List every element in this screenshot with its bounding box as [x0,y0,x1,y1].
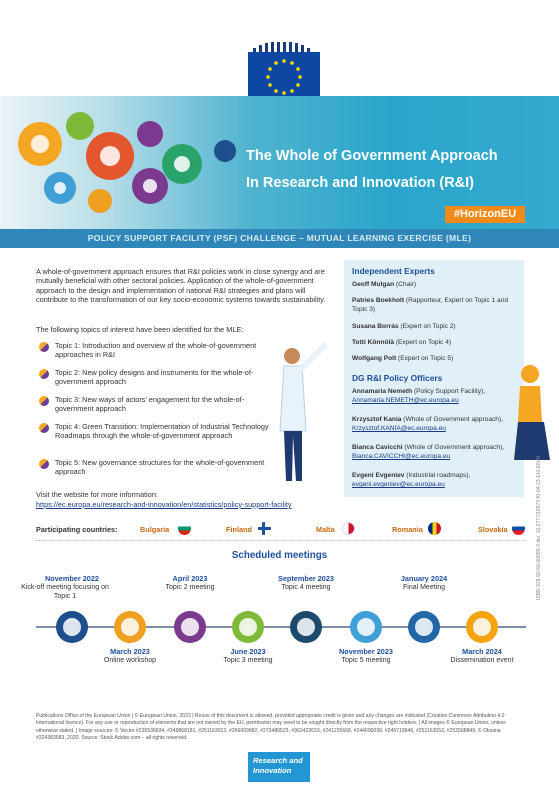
expert-item [352,354,522,363]
website-link[interactable]: https://ec.europa.eu/research-and-innovation/en/statistics/policy-support-facility [36,500,292,509]
meeting-description: Topic 4 meeting [281,584,331,591]
man-pointing-illustration [270,336,334,486]
subtitle-band: POLICY SUPPORT FACILITY (PSF) CHALLENGE – MUTUAL LEARNING EXERCISE (MLE) [0,229,559,248]
isbn-code: ISBN 978-92-68-00885-3 doi: 10.2777/18973 KI-04-23-110-EN-N [536,455,542,600]
intro-paragraph: A whole-of-government approach ensures that R&I policies work in close synergy and are mutually beneficial with other sectoral policies. Application of the whole-of-government approach to the design and implementation of national R&I strategies and plans will contribute to the transformation of our key socio-economic systems towards sustainability. [36,267,326,305]
page-title-line2: In Research and Innovation (R&I) [246,175,474,191]
meeting-icon-inner [473,618,491,636]
topic-text: Topic 3: New ways of actors’ engagement for the whole-of-government approach [55,395,245,413]
bullet-icon [39,396,49,406]
officer-item [352,443,522,461]
malta-flag-icon [342,522,355,535]
slovakia-flag-icon [512,522,525,535]
meeting-date: March 2023 [110,647,150,656]
topics-intro: The following topics of interest have been identified for the MLE: [36,325,244,334]
bullet-icon [39,459,49,469]
meeting-description: Kick-off meeting focusing on Topic 1 [21,584,109,600]
expert-name: Geoff Mulgan [352,281,395,288]
eu-flag [248,52,320,98]
finland-flag-icon [258,522,271,535]
meeting-date: November 2022 [45,574,99,583]
topic-item [36,422,276,458]
meeting-icon [232,611,264,643]
meeting-description: Online workshop [103,657,157,664]
topic-text: Topic 4: Green Transition: Implementation of Industrial Technology Roadmaps through the whole-of-government approach [55,422,269,440]
footer-legal-text: Publications Office of the European Union | © European Union, 2023 | Reuse of this document is allowed, provided appropriate credit is given and any changes are indicated (Creative Commons Attribution 4.0 International licence). For any use or reproduction of elements that are not owned by the EU, permission may need to be sought directly from the respective right holders. | All images © European Union, unless otherwise stated. | Image sources: © Vector #235536634, #249868181, #251163013, #266009682, #273480523, #362422633, #241235668, #244690030, #245719946, #251163053, #252508849, © Oksana #224383683, 2020. Source: Stock.Adobe.com – all rights reserved. [36,713,506,742]
bullet-icon [39,423,49,433]
officer-name: Annamaria Nemeth [352,388,413,395]
expert-role: (Chair) [394,281,417,288]
meeting-icon [174,611,206,643]
topic-item [36,341,276,368]
expert-item [352,296,522,314]
meeting-icon-inner [63,618,81,636]
expert-item [352,338,522,347]
officers-heading: DG R&I Policy Officers [352,373,443,383]
officer-item [352,387,522,405]
meeting-icon [466,611,498,643]
page-title-line1: The Whole of Government Approach [246,148,498,164]
officer-email-link[interactable]: Bianca.CAVICCHI@ec.europa.eu [352,453,451,460]
officer-item [352,415,522,433]
meeting-icon [56,611,88,643]
country-finland: Finland [226,525,252,534]
expert-name: Wolfgang Polt [352,355,397,362]
badge-text: Research and Innovation [253,756,303,775]
meeting-icon-inner [297,618,315,636]
meeting-date: January 2024 [400,574,448,583]
officer-item [352,471,522,489]
officer-email-link[interactable]: Annamaria.NEMETH@ec.europa.eu [352,397,459,404]
meeting-icon [350,611,382,643]
officer-name: Krzysztof Kania [352,416,402,423]
meeting-icon [408,611,440,643]
romania-flag-icon [428,522,441,535]
meeting-description: Topic 5 meeting [341,657,391,664]
expert-item [352,322,522,331]
meeting-date: March 2024 [462,647,502,656]
officer-role: (Policy Support Facility), [412,388,486,395]
country-romania: Romania [392,525,423,534]
meeting-icon [290,611,322,643]
topic-item [36,458,276,485]
country-malta: Malta [316,525,335,534]
meeting-icon-inner [121,618,139,636]
topic-text: Topic 5: New governance structures for the whole-of-government approach [55,458,265,476]
countries-label: Participating countries: [36,525,118,534]
topic-text: Topic 2: New policy designs and instruments for the whole-of-government approach [55,368,254,386]
bullet-icon [39,342,49,352]
hashtag-badge: #HorizonEU [445,206,525,223]
research-innovation-badge [248,752,310,782]
meeting-date: September 2023 [278,574,334,583]
topic-item [36,368,276,395]
experts-heading: Independent Experts [352,266,435,276]
meeting-description: Topic 3 meeting [223,657,273,664]
officer-name: Bianca Cavicchi [352,444,403,451]
expert-item [352,280,522,289]
topics-list [36,341,276,485]
meeting-icon-inner [357,618,375,636]
officer-email-link[interactable]: evgeni.evgeniev@ec.europa.eu [352,481,445,488]
bullet-icon [39,369,49,379]
officer-role: (Industrial roadmaps), [404,472,471,479]
meeting-date: April 2023 [172,574,208,583]
topic-text: Topic 1: Introduction and overview of the whole-of-government approaches in R&I [55,341,257,359]
divider [36,540,526,541]
meeting-icon-inner [181,618,199,636]
officer-name: Evgeni Evgeniev [352,472,405,479]
expert-role: (Expert on Topic 5) [396,355,454,362]
country-bulgaria: Bulgaria [140,525,170,534]
expert-role: (Expert on Topic 4) [394,339,452,346]
woman-illustration [508,360,558,466]
topic-item [36,395,276,422]
meeting-icon [114,611,146,643]
expert-role: (Expert on Topic 2) [398,323,456,330]
expert-role: (Rapporteur, Expert on Topic 1 and Topic 3) [352,297,509,313]
expert-name: Susana Borrás [352,323,399,330]
meeting-description: Dissemination event [450,657,514,664]
meeting-icon-inner [239,618,257,636]
bulgaria-flag-icon [178,522,191,535]
meeting-description: Final Meeting [402,584,446,591]
officer-role: (Whole of Government approach), [401,416,503,423]
meeting-description: Topic 2 meeting [165,584,215,591]
meeting-date: November 2023 [339,647,393,656]
officer-role: (Whole of Government approach), [402,444,505,451]
officer-email-link[interactable]: Krzysztof.KANIA@ec.europa.eu [352,425,446,432]
eu-stars-icon [248,52,320,98]
meeting-date: June 2023 [230,647,266,656]
country-slovakia: Slovakia [478,525,508,534]
meetings-heading: Scheduled meetings [231,550,328,561]
expert-name: Totti Könnölä [352,339,394,346]
meeting-icon-inner [415,618,433,636]
expert-name: Patries Boekholt [352,297,405,304]
visit-text: Visit the website for more information: [36,490,158,499]
timeline-line [36,626,526,628]
